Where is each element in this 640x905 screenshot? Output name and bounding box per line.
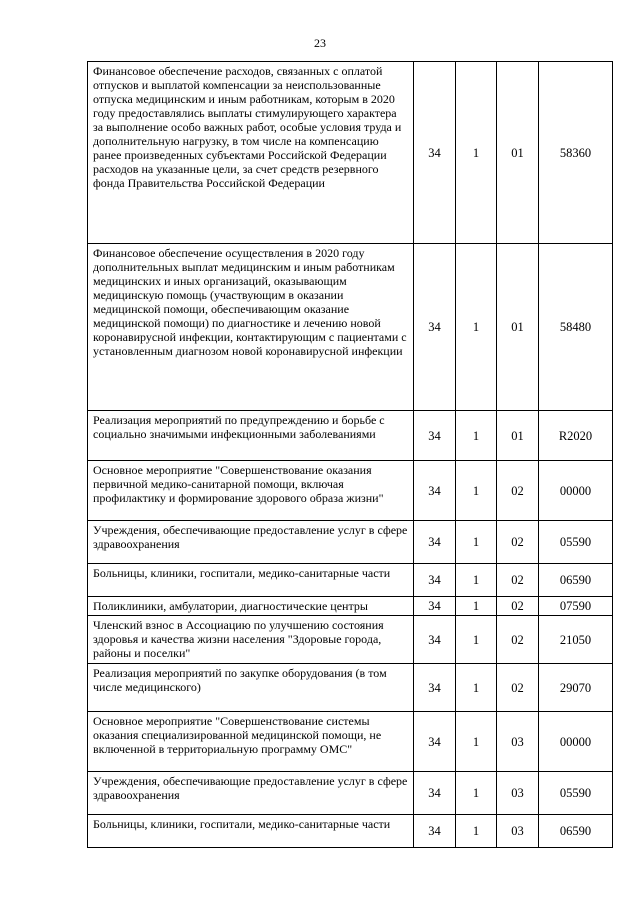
- row-col-1: 34: [414, 564, 456, 597]
- row-col-2: 1: [456, 772, 497, 815]
- table-row: [88, 244, 613, 411]
- row-col-4: R2020: [539, 411, 613, 461]
- table-row: [88, 597, 613, 616]
- row-col-3: 03: [497, 772, 539, 815]
- row-col-4: 00000: [539, 712, 613, 772]
- page-number: 23: [314, 36, 326, 50]
- row-col-2: 1: [456, 521, 497, 564]
- row-name: Учреждения, обеспечивающие предоставление услуг в сфере здравоохранения: [88, 521, 414, 564]
- row-col-1: 34: [414, 597, 456, 616]
- row-col-4: 06590: [539, 815, 613, 848]
- row-col-1: 34: [414, 62, 456, 244]
- row-name: Основное мероприятие "Совершенствование оказания первичной медико-санитарной помощи, включая профилактику и формирование здорового образа жизни": [88, 461, 414, 521]
- row-col-3: 02: [497, 664, 539, 712]
- row-col-1: 34: [414, 772, 456, 815]
- row-col-3: 02: [497, 597, 539, 616]
- row-col-4: 06590: [539, 564, 613, 597]
- row-col-4: 00000: [539, 461, 613, 521]
- row-col-1: 34: [414, 411, 456, 461]
- table-row: [88, 521, 613, 564]
- row-col-3: 02: [497, 616, 539, 664]
- row-name: Реализация мероприятий по закупке оборудования (в том числе медицинского): [88, 664, 414, 712]
- row-col-3: 01: [497, 62, 539, 244]
- row-col-3: 02: [497, 564, 539, 597]
- row-col-4: 29070: [539, 664, 613, 712]
- row-col-1: 34: [414, 521, 456, 564]
- table-row: [88, 461, 613, 521]
- row-name: Финансовое обеспечение осуществления в 2020 году дополнительных выплат медицинским и иным работникам медицинских и иных организаций, оказывающим медицинскую помощь (участвующим в оказании медицинской помощи, обеспечивающим оказание медицинской помощи) по диагностике и лечению новой коронавирусной инфекции, контактирующим с пациентами с установленным диагнозом новой коронавирусной инфекции: [88, 244, 414, 411]
- row-name: Членский взнос в Ассоциацию по улучшению состояния здоровья и качества жизни населения "Здоровые города, районы и поселки": [88, 616, 414, 664]
- row-name: Реализация мероприятий по предупреждению и борьбе с социально значимыми инфекционными заболеваниями: [88, 411, 414, 461]
- row-col-4: 58480: [539, 244, 613, 411]
- row-name: Основное мероприятие "Совершенствование системы оказания специализированной медицинской помощи, не включенной в территориальную программу ОМС": [88, 712, 414, 772]
- row-col-2: 1: [456, 244, 497, 411]
- row-col-2: 1: [456, 597, 497, 616]
- row-col-2: 1: [456, 411, 497, 461]
- row-col-2: 1: [456, 62, 497, 244]
- row-col-2: 1: [456, 712, 497, 772]
- row-col-2: 1: [456, 815, 497, 848]
- row-col-4: 58360: [539, 62, 613, 244]
- row-col-1: 34: [414, 244, 456, 411]
- row-col-3: 01: [497, 244, 539, 411]
- row-col-2: 1: [456, 461, 497, 521]
- row-col-4: 05590: [539, 772, 613, 815]
- row-col-4: 07590: [539, 597, 613, 616]
- row-col-3: 03: [497, 815, 539, 848]
- row-col-1: 34: [414, 712, 456, 772]
- row-col-2: 1: [456, 664, 497, 712]
- table-row: [88, 62, 613, 244]
- table-row: [88, 616, 613, 664]
- row-col-1: 34: [414, 616, 456, 664]
- table-row: [88, 411, 613, 461]
- row-col-3: 03: [497, 712, 539, 772]
- table-row: [88, 664, 613, 712]
- row-name: Поликлиники, амбулатории, диагностические центры: [88, 597, 414, 616]
- row-name: Больницы, клиники, госпитали, медико-санитарные части: [88, 564, 414, 597]
- row-col-3: 02: [497, 461, 539, 521]
- row-col-3: 02: [497, 521, 539, 564]
- row-col-2: 1: [456, 616, 497, 664]
- row-name: Учреждения, обеспечивающие предоставление услуг в сфере здравоохранения: [88, 772, 414, 815]
- row-col-1: 34: [414, 461, 456, 521]
- table-row: [88, 712, 613, 772]
- row-col-3: 01: [497, 411, 539, 461]
- row-name: Финансовое обеспечение расходов, связанных с оплатой отпусков и выплатой компенсации за неиспользованные отпуска медицинским и иным работникам, которым в 2020 году предоставлялись выплаты стимулирующего характера за выполнение особо важных работ, особые условия труда и дополнительную нагрузку, в том числе на компенсацию ранее произведенных субъектами Российской Федерации расходов на указанные цели, за счет средств резервного фонда Правительства Российской Федерации: [88, 62, 414, 244]
- table-row: [88, 772, 613, 815]
- row-col-2: 1: [456, 564, 497, 597]
- table-row: [88, 815, 613, 848]
- budget-table: [87, 61, 613, 848]
- row-col-4: 21050: [539, 616, 613, 664]
- row-name: Больницы, клиники, госпитали, медико-санитарные части: [88, 815, 414, 848]
- row-col-1: 34: [414, 664, 456, 712]
- row-col-1: 34: [414, 815, 456, 848]
- row-col-4: 05590: [539, 521, 613, 564]
- table-row: [88, 564, 613, 597]
